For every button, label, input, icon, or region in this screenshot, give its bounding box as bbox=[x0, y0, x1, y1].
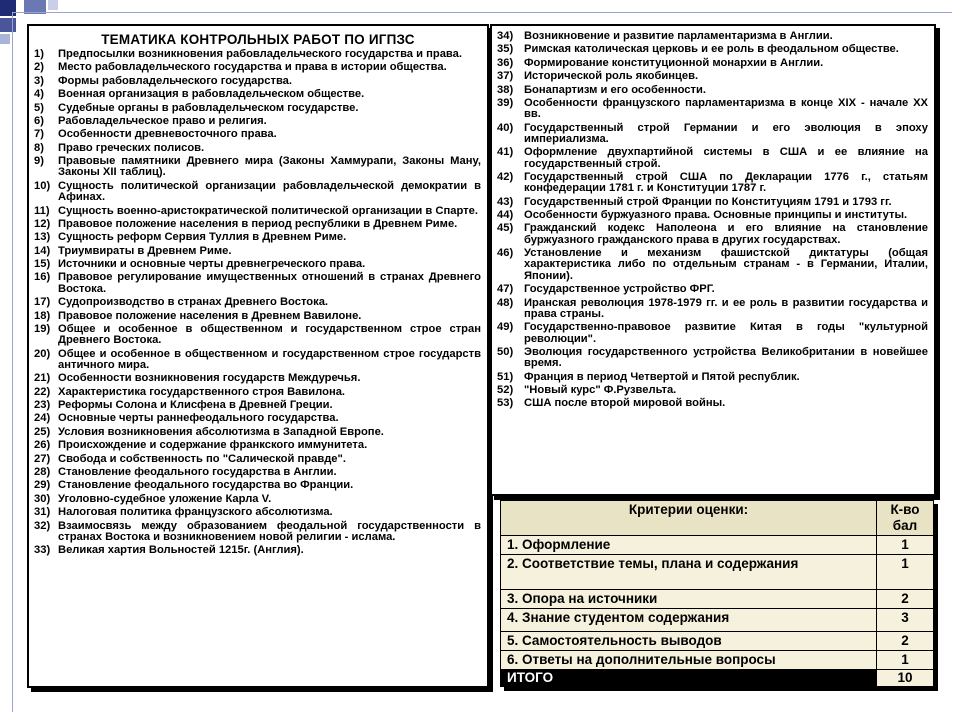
topic-item bbox=[497, 31, 928, 42]
topic-number: 41) bbox=[497, 146, 514, 159]
topic-number: 12) bbox=[34, 217, 51, 230]
topic-text: Бонапартизм и его особенности. bbox=[524, 83, 706, 96]
topic-item bbox=[497, 347, 928, 370]
topic-item bbox=[34, 181, 481, 204]
topic-number: 9) bbox=[34, 155, 44, 168]
topic-number: 43) bbox=[497, 195, 514, 208]
topic-item bbox=[34, 232, 481, 243]
topic-number: 15) bbox=[34, 258, 51, 271]
topic-item bbox=[34, 62, 481, 73]
criteria-label: 4. Знание студентом содержания bbox=[501, 609, 877, 632]
topic-number: 32) bbox=[34, 519, 51, 532]
topic-text: Взаимосвязь между образованием феодальной государственности в странах Востока и возникновением новой религии - ислама. bbox=[58, 519, 481, 543]
topic-text: Эволюция государственного устройства Великобритании в новейшее время. bbox=[524, 345, 928, 370]
topic-text: Предпосылки возникновения рабовладельческого государства и права. bbox=[58, 48, 462, 60]
topic-item bbox=[497, 298, 928, 321]
topic-number: 44) bbox=[497, 209, 514, 222]
topic-item bbox=[497, 398, 928, 409]
topic-item bbox=[34, 76, 481, 87]
topic-text: Государственный строй США по Декларации 1776 г., статьям конфедерации 1781 г. и Конституции 1787 г. bbox=[524, 171, 928, 195]
topic-item bbox=[34, 427, 481, 438]
topic-number: 17) bbox=[34, 296, 51, 309]
topic-number: 2) bbox=[34, 61, 44, 74]
topic-number: 5) bbox=[34, 101, 44, 114]
topic-number: 50) bbox=[497, 345, 514, 358]
topic-number: 25) bbox=[34, 425, 51, 438]
topic-item bbox=[497, 248, 928, 282]
criteria-row bbox=[501, 555, 934, 590]
topic-item bbox=[497, 85, 928, 96]
topic-text: Правовое положение населения в Древнем Вавилоне. bbox=[58, 309, 362, 322]
topic-number: 29) bbox=[34, 479, 51, 492]
topic-number: 11) bbox=[34, 204, 50, 217]
topic-item bbox=[34, 297, 481, 308]
topic-item bbox=[497, 223, 928, 246]
topic-item bbox=[34, 494, 481, 505]
topic-text: Особенности древневосточного права. bbox=[58, 128, 277, 141]
topic-item bbox=[497, 322, 928, 345]
criteria-points: 1 bbox=[877, 651, 934, 670]
topic-number: 19) bbox=[34, 322, 51, 335]
topic-item bbox=[34, 272, 481, 295]
topic-number: 39) bbox=[497, 96, 514, 109]
topic-text: Франция в период Четвертой и Пятой республик. bbox=[524, 370, 800, 383]
topic-item bbox=[497, 58, 928, 69]
topic-item bbox=[497, 197, 928, 208]
criteria-points: 1 bbox=[877, 536, 934, 555]
criteria-points: 2 bbox=[877, 590, 934, 609]
criteria-header-row bbox=[501, 501, 934, 536]
topic-number: 51) bbox=[497, 370, 514, 383]
topic-item bbox=[497, 123, 928, 146]
topic-number: 40) bbox=[497, 121, 514, 134]
topic-number: 13) bbox=[34, 231, 51, 244]
topic-number: 28) bbox=[34, 466, 51, 479]
topic-number: 49) bbox=[497, 321, 514, 334]
topic-number: 46) bbox=[497, 247, 514, 260]
topic-number: 3) bbox=[34, 74, 44, 87]
topic-text: Становление феодального государства в Англии. bbox=[58, 466, 337, 479]
topic-item bbox=[34, 440, 481, 451]
topic-item bbox=[34, 413, 481, 424]
criteria-row bbox=[501, 590, 934, 609]
criteria-table bbox=[500, 500, 934, 687]
topic-item bbox=[497, 71, 928, 82]
criteria-row bbox=[501, 536, 934, 555]
topic-item bbox=[34, 507, 481, 518]
topic-text: Великая хартия Вольностей 1215г. (Англия). bbox=[58, 544, 304, 557]
topic-item bbox=[34, 246, 481, 257]
criteria-label: 2. Соответствие темы, плана и содержания bbox=[501, 555, 877, 590]
topic-item bbox=[34, 129, 481, 140]
topic-text: Общее и особенное в общественном и государственном строе государств античного мира. bbox=[58, 347, 481, 371]
topic-number: 42) bbox=[497, 171, 514, 184]
topic-text: Оформление двухпартийной системы в США и ее влияние на государственный строй. bbox=[524, 146, 928, 170]
topic-number: 26) bbox=[34, 439, 51, 452]
topic-text: Право греческих полисов. bbox=[58, 141, 205, 154]
topic-item bbox=[497, 284, 928, 295]
topic-number: 47) bbox=[497, 283, 514, 296]
topic-text: Источники и основные черты древнегреческого права. bbox=[58, 258, 366, 271]
topic-text: Государственный строй Германии и его эволюция в эпоху империализма. bbox=[524, 121, 928, 145]
criteria-label: 3. Опора на источники bbox=[501, 590, 877, 609]
topic-number: 38) bbox=[497, 83, 514, 96]
topics-panel-right bbox=[490, 24, 936, 496]
topic-text: Основные черты раннефеодального государства. bbox=[58, 412, 339, 425]
topic-number: 31) bbox=[34, 506, 51, 519]
topic-text: Судебные органы в рабовладельческом государстве. bbox=[58, 101, 359, 114]
criteria-label: 6. Ответы на дополнительные вопросы bbox=[501, 651, 877, 670]
topic-text: Судопроизводство в странах Древнего Востока. bbox=[58, 296, 329, 309]
topic-text: Сущность военно-аристократической политической организации в Спарте. bbox=[58, 204, 478, 217]
criteria-label: 5. Самостоятельность выводов bbox=[501, 632, 877, 651]
topic-item bbox=[34, 349, 481, 372]
topic-item bbox=[34, 49, 481, 60]
corner-decoration bbox=[0, 0, 16, 16]
topics-list-right bbox=[492, 26, 934, 410]
topic-number: 20) bbox=[34, 347, 51, 360]
criteria-points: 2 bbox=[877, 632, 934, 651]
corner-decoration bbox=[0, 18, 16, 32]
topic-text: Правовые памятники Древнего мира (Законы Хаммурапи, Законы Ману, Законы XII таблиц). bbox=[58, 155, 481, 179]
topic-text: Становление феодального государства во Франции. bbox=[58, 479, 354, 492]
topic-number: 21) bbox=[34, 372, 51, 385]
topic-item bbox=[34, 480, 481, 491]
criteria-row bbox=[501, 609, 934, 632]
criteria-points: 1 bbox=[877, 555, 934, 590]
topic-text: Правовое регулирование имущественных отношений в странах Древнего Востока. bbox=[58, 271, 481, 295]
topic-item bbox=[497, 372, 928, 383]
topic-text: Происхождение и содержание франкского иммунитета. bbox=[58, 439, 368, 452]
topic-text: Государственное устройство ФРГ. bbox=[524, 283, 715, 296]
topic-number: 33) bbox=[34, 544, 51, 557]
topic-text: Реформы Солона и Клисфена в Древней Греции. bbox=[58, 399, 333, 412]
topic-number: 35) bbox=[497, 43, 514, 56]
topic-text: Особенности буржуазного права. Основные принципы и институты. bbox=[524, 209, 908, 222]
topic-item bbox=[497, 210, 928, 221]
criteria-total-points: 10 bbox=[877, 670, 934, 687]
topic-text: Правовое положение населения в период республики в Древнем Риме. bbox=[58, 217, 458, 230]
topic-number: 45) bbox=[497, 222, 514, 235]
topic-text: Свобода и собственность по "Салической правде". bbox=[58, 452, 346, 465]
topic-item bbox=[34, 521, 481, 544]
topic-text: Формы рабовладельческого государства. bbox=[58, 74, 293, 87]
topic-text: США после второй мировой войны. bbox=[524, 397, 726, 410]
criteria-row bbox=[501, 632, 934, 651]
topic-number: 7) bbox=[34, 128, 44, 141]
criteria-total-row bbox=[501, 670, 934, 687]
topic-number: 53) bbox=[497, 397, 514, 410]
corner-decoration bbox=[0, 34, 10, 44]
topic-text: Характеристика государственного строя Вавилона. bbox=[58, 385, 346, 398]
topic-number: 1) bbox=[34, 48, 44, 60]
topic-text: Сущность реформ Сервия Туллия в Древнем Риме. bbox=[58, 231, 347, 244]
topic-text: Особенности возникновения государств Междуречья. bbox=[58, 372, 361, 385]
topic-number: 16) bbox=[34, 271, 51, 284]
topics-list-left bbox=[29, 49, 487, 557]
topic-text: Возникновение и развитие парламентаризма в Англии. bbox=[524, 30, 833, 42]
topic-text: Триумвираты в Древнем Риме. bbox=[58, 244, 232, 257]
topic-number: 37) bbox=[497, 70, 514, 83]
topic-item bbox=[34, 89, 481, 100]
topic-item bbox=[34, 467, 481, 478]
topic-number: 18) bbox=[34, 309, 51, 322]
criteria-row bbox=[501, 651, 934, 670]
topic-number: 8) bbox=[34, 141, 44, 154]
page-title: ТЕМАТИКА КОНТРОЛЬНЫХ РАБОТ ПО ИГПЗС bbox=[101, 32, 415, 47]
topic-number: 27) bbox=[34, 452, 51, 465]
topic-text: Установление и механизм фашистской диктатуры (общая характеристика либо по отдельным странам - в Германии, Италии, Японии). bbox=[524, 247, 928, 282]
topic-number: 52) bbox=[497, 384, 514, 396]
topic-item bbox=[34, 400, 481, 411]
topic-number: 24) bbox=[34, 412, 51, 425]
topics-panel-left bbox=[27, 24, 489, 688]
topic-text: Место рабовладельческого государства и права в истории общества. bbox=[58, 61, 447, 74]
topic-text: Рабовладельческое право и религия. bbox=[58, 114, 267, 127]
topic-text: Римская католическая церковь и ее роль в феодальном обществе. bbox=[524, 43, 899, 56]
topic-item bbox=[34, 311, 481, 322]
corner-decoration bbox=[48, 0, 58, 10]
topic-number: 14) bbox=[34, 244, 51, 257]
topic-item bbox=[34, 219, 481, 230]
topic-number: 23) bbox=[34, 399, 51, 412]
criteria-total-label: ИТОГО bbox=[501, 670, 877, 687]
topic-item bbox=[497, 98, 928, 121]
topic-text: Уголовно-судебное уложение Карла V. bbox=[58, 492, 272, 505]
topic-text: Военная организация в рабовладельческом обществе. bbox=[58, 88, 365, 101]
topic-text: Государственно-правовое развитие Китая в годы "культурной революции". bbox=[524, 321, 928, 345]
topic-item bbox=[34, 259, 481, 270]
topic-item bbox=[497, 385, 928, 396]
topic-item bbox=[497, 147, 928, 170]
topic-number: 30) bbox=[34, 492, 51, 505]
topic-item bbox=[34, 324, 481, 347]
criteria-header-points: К-во бал bbox=[877, 501, 934, 536]
topic-item bbox=[34, 103, 481, 114]
topic-text: Условия возникновения абсолютизма в Западной Европе. bbox=[58, 425, 384, 438]
topic-text: "Новый курс" Ф.Рузвельта. bbox=[524, 384, 677, 396]
topic-item bbox=[34, 373, 481, 384]
criteria-header-label: Критерии оценки: bbox=[501, 501, 877, 536]
topic-item bbox=[34, 143, 481, 154]
topic-item bbox=[34, 387, 481, 398]
topic-text: Государственный строй Франции по Конституциям 1791 и 1793 гг. bbox=[524, 195, 892, 208]
topic-text: Формирование конституционной монархии в Англии. bbox=[524, 56, 824, 69]
topic-item bbox=[34, 156, 481, 179]
criteria-points: 3 bbox=[877, 609, 934, 632]
topic-text: Налоговая политика французского абсолютизма. bbox=[58, 506, 333, 519]
topic-number: 4) bbox=[34, 88, 44, 101]
topic-number: 22) bbox=[34, 385, 51, 398]
topic-item bbox=[497, 172, 928, 195]
topic-text: Общее и особенное в общественном и государственном строе стран Древнего Востока. bbox=[58, 322, 481, 347]
topic-item bbox=[34, 454, 481, 465]
slide-guide-line bbox=[12, 12, 952, 13]
topic-text: Исторической роль якобинцев. bbox=[524, 70, 699, 83]
topic-item bbox=[34, 116, 481, 127]
topic-number: 36) bbox=[497, 56, 514, 69]
topic-text: Гражданский кодекс Наполеона и его влияние на становление буржуазного гражданского права в других государствах. bbox=[524, 222, 928, 246]
topic-text: Особенности французского парламентаризма в конце XIX - начале XX вв. bbox=[524, 96, 928, 121]
topic-number: 34) bbox=[497, 30, 514, 42]
topic-text: Иранская революция 1978-1979 гг. и ее роль в развитии государства и права страны. bbox=[524, 296, 928, 320]
topic-number: 6) bbox=[34, 114, 44, 127]
topic-number: 10) bbox=[34, 179, 51, 192]
topic-item bbox=[34, 206, 481, 217]
topic-item bbox=[497, 44, 928, 55]
topic-text: Сущность политической организации рабовладельческой демократии в Афинах. bbox=[58, 179, 481, 204]
criteria-label: 1. Оформление bbox=[501, 536, 877, 555]
slide-guide-line bbox=[12, 12, 13, 712]
topic-number: 48) bbox=[497, 296, 514, 309]
topic-item bbox=[34, 545, 481, 556]
